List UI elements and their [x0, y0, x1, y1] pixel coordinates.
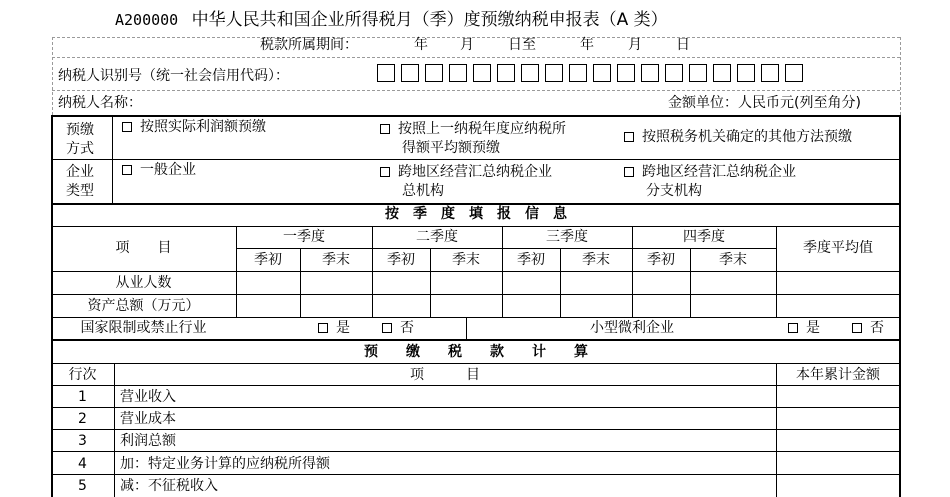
small-micro-no-option[interactable]: 否 [852, 321, 884, 335]
header-q4-start: 季初 [647, 252, 675, 268]
checkbox[interactable] [318, 323, 328, 333]
header-quarter-average: 季度平均值 [803, 240, 873, 256]
header-guide [52, 90, 900, 91]
row-item: 营业成本 [120, 411, 176, 427]
row-item: 加：特定业务计算的应纳税所得额 [120, 456, 330, 472]
restricted-no-option[interactable]: 否 [382, 321, 414, 335]
table-line [776, 226, 777, 317]
id-digit-box[interactable] [425, 64, 443, 82]
form-title [115, 12, 668, 29]
restricted-yes-option[interactable]: 是 [318, 321, 350, 335]
taxpayer-name-label: 纳税人名称： [58, 95, 142, 111]
table-border [51, 339, 901, 341]
table-line [51, 363, 901, 364]
id-digit-box[interactable] [713, 64, 731, 82]
enterprise-type-label: 企业 类型 [66, 164, 94, 199]
enterprise-option-head-office[interactable]: 跨地区经营汇总纳税企业 总机构 [380, 163, 552, 201]
row-item: 利润总额 [120, 433, 176, 449]
header-q4: 四季度 [683, 229, 725, 245]
table-line [51, 226, 901, 227]
checkbox[interactable] [852, 323, 862, 333]
checkbox[interactable] [624, 167, 634, 177]
period-year-end[interactable]: 年 [580, 37, 594, 53]
id-digit-box[interactable] [521, 64, 539, 82]
small-micro-yes-option[interactable]: 是 [788, 321, 820, 335]
header-q1: 一季度 [283, 229, 325, 245]
checkbox[interactable] [122, 122, 132, 132]
table-line [236, 248, 776, 249]
table-line [51, 294, 901, 295]
checkbox[interactable] [122, 165, 132, 175]
id-digit-box[interactable] [593, 64, 611, 82]
row-number: 5 [78, 478, 87, 494]
enterprise-option-general[interactable]: 一般企业 [122, 163, 196, 177]
period-day-start[interactable]: 日至 [508, 37, 536, 53]
table-border [51, 115, 901, 117]
row-assets-label: 资产总额（万元） [87, 298, 200, 314]
id-digit-box[interactable] [401, 64, 419, 82]
period-label: 税款所属期间： [260, 37, 358, 53]
checkbox[interactable] [382, 323, 392, 333]
header-q3-start: 季初 [517, 252, 545, 268]
id-digit-box[interactable] [617, 64, 635, 82]
prepay-option-other-method[interactable]: 按照税务机关确定的其他方法预缴 [624, 130, 852, 144]
id-digit-box[interactable] [737, 64, 755, 82]
checkbox[interactable] [788, 323, 798, 333]
period-day-end[interactable]: 日 [676, 37, 690, 53]
table-border [899, 115, 901, 497]
row-restricted-label: 国家限制或禁止行业 [80, 320, 207, 336]
table-line [51, 429, 901, 430]
table-line [776, 363, 777, 497]
quarterly-item-header: 项 目 [115, 240, 172, 256]
id-digit-box[interactable] [449, 64, 467, 82]
prepay-label: 预缴 方式 [66, 122, 94, 157]
prepay-option-actual-profit[interactable]: 按照实际利润额预缴 [122, 120, 266, 134]
section-title-calculation: 预 缴 税 款 计 算 [364, 344, 588, 360]
row-number: 1 [78, 389, 87, 405]
header-guide [52, 37, 900, 38]
table-line [51, 474, 901, 475]
row-number: 4 [78, 456, 87, 472]
table-line [51, 159, 901, 160]
form-title-text: 中华人民共和国企业所得税月（季）度预缴纳税申报表（A 类） [191, 10, 668, 30]
id-digit-box[interactable] [665, 64, 683, 82]
id-digit-box[interactable] [497, 64, 515, 82]
row-number: 3 [78, 433, 87, 449]
form-code: A200000 [115, 11, 179, 29]
calc-col-item-header: 项 目 [410, 367, 480, 383]
table-line [466, 317, 467, 339]
table-line [51, 385, 901, 386]
checkbox[interactable] [380, 124, 390, 134]
row-number: 2 [78, 411, 87, 427]
header-q3: 三季度 [546, 229, 588, 245]
table-line [114, 363, 115, 497]
currency-unit: 金额单位：人民币元(列至角分) [668, 95, 861, 111]
id-digit-box[interactable] [545, 64, 563, 82]
enterprise-option-branch[interactable]: 跨地区经营汇总纳税企业 分支机构 [624, 163, 796, 201]
period-month-end[interactable]: 月 [628, 37, 642, 53]
table-border [51, 203, 901, 205]
header-q2-start: 季初 [387, 252, 415, 268]
header-guide [900, 37, 901, 115]
calc-col-row-header: 行次 [68, 367, 97, 383]
period-month-start[interactable]: 月 [460, 37, 474, 53]
header-q1-start: 季初 [254, 252, 282, 268]
header-q1-end: 季末 [322, 252, 350, 268]
id-digit-box[interactable] [641, 64, 659, 82]
table-line [51, 407, 901, 408]
table-line [51, 317, 901, 318]
checkbox[interactable] [380, 167, 390, 177]
small-micro-label: 小型微利企业 [590, 320, 674, 336]
id-digit-box[interactable] [473, 64, 491, 82]
table-line [112, 115, 113, 203]
header-q2: 二季度 [416, 229, 458, 245]
table-line [51, 271, 901, 272]
header-q4-end: 季末 [719, 252, 747, 268]
header-q3-end: 季末 [582, 252, 610, 268]
header-guide [52, 57, 900, 58]
row-item: 营业收入 [120, 389, 176, 405]
id-digit-box[interactable] [785, 64, 803, 82]
row-employees-label: 从业人数 [115, 275, 172, 291]
id-digit-box[interactable] [377, 64, 395, 82]
checkbox[interactable] [624, 132, 634, 142]
taxpayer-id-label: 纳税人识别号（统一社会信用代码）： [58, 68, 289, 84]
section-title-quarterly: 按 季 度 填 报 信 息 [385, 206, 567, 222]
table-line [51, 451, 901, 452]
header-guide [52, 37, 53, 115]
id-digit-box[interactable] [689, 64, 707, 82]
id-digit-box[interactable] [569, 64, 587, 82]
prepay-option-prior-year-average[interactable]: 按照上一纳税年度应纳税所 得额平均额预缴 [380, 120, 566, 158]
header-q2-end: 季末 [452, 252, 480, 268]
id-digit-box[interactable] [761, 64, 779, 82]
row-item: 减：不征税收入 [120, 478, 218, 494]
calc-col-amount-header: 本年累计金额 [796, 367, 880, 383]
period-year-start[interactable]: 年 [414, 37, 428, 53]
